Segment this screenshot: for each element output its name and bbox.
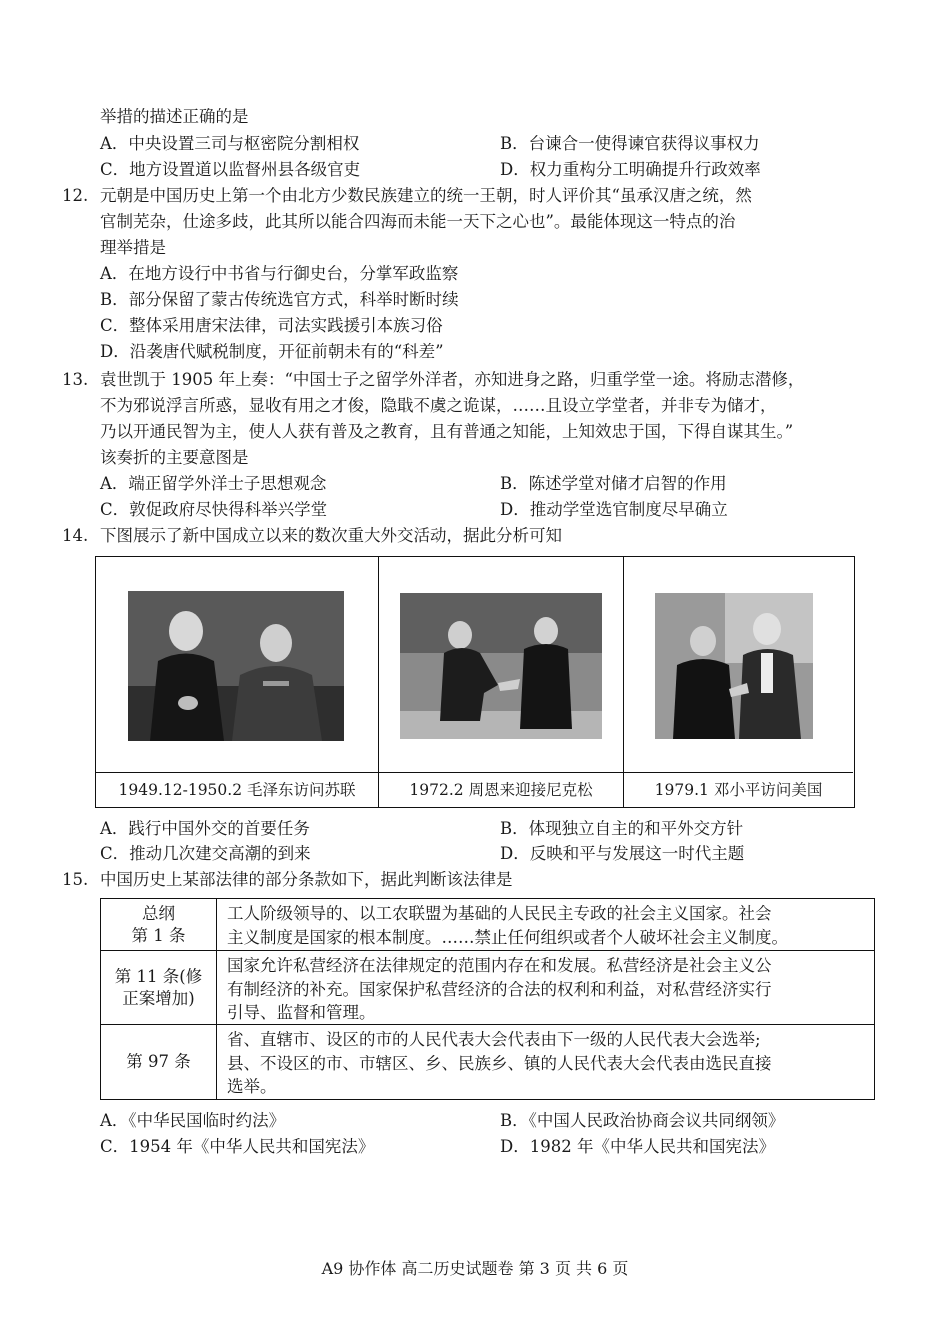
caption-deng-visit-usa: 1979.1 邓小平访问美国 [624,772,853,807]
q15-option-a[interactable]: A．《中华民国临时约法》 [100,1111,286,1130]
q11-option-a[interactable]: A．中央设置三司与枢密院分割相权 [100,134,360,153]
law-row-header [101,951,217,1024]
q12-option-d[interactable]: D．沿袭唐代赋税制度，开征前朝未有的“科差” [100,342,444,361]
law-row-header-line: 第 1 条 [131,925,186,945]
law-row-body [227,954,866,1025]
law-row-header-line: 总纲 [142,903,175,923]
law-body-line: 引导、监督和管理。 [227,1003,376,1022]
q13-option-a[interactable]: A．端正留学外洋士子思想观念 [100,474,327,493]
q14-number: 14. [62,526,89,545]
law-row-general-article1 [101,899,874,951]
q11-option-b[interactable]: B．台谏合一使得谏官获得议事权力 [500,134,760,153]
q15-number: 15. [62,870,89,889]
q12-stem-line: 元朝是中国历史上第一个由北方少数民族建立的统一王朝，时人评价其“虽承汉唐之统，然 [100,186,752,205]
diplomacy-photo-table [95,556,855,808]
q12-option-c[interactable]: C．整体采用唐宋法律，司法实践援引本族习俗 [100,316,443,335]
law-row-header-line: 第 11 条(修 [114,966,203,986]
q13-stem-line: 该奏折的主要意图是 [100,448,249,467]
q13-option-d[interactable]: D．推动学堂选官制度尽早确立 [500,500,728,519]
q14-option-d[interactable]: D．反映和平与发展这一时代主题 [500,844,745,863]
q12-option-a[interactable]: A．在地方设行中书省与行御史台，分掌军政监察 [100,264,459,283]
law-row-header-line: 第 97 条 [126,1052,191,1071]
q15-option-b[interactable]: B．《中国人民政治协商会议共同纲领》 [500,1111,785,1130]
q12-option-b[interactable]: B．部分保留了蒙古传统选官方式，科举时断时续 [100,290,459,309]
law-row-article97 [101,1025,874,1099]
photo-deng-carter [655,593,813,739]
law-body-line: 选举。 [227,1077,277,1096]
q11-option-c[interactable]: C．地方设置道以监督州县各级官吏 [100,160,361,179]
q15-option-d[interactable]: D．1982 年《中华人民共和国宪法》 [500,1137,775,1156]
caption-zhou-meets-nixon: 1972.2 周恩来迎接尼克松 [379,772,623,807]
law-row-article11 [101,951,874,1025]
law-row-header [101,899,217,950]
law-row-body [227,1028,866,1099]
caption-mao-visit-ussr: 1949.12-1950.2 毛泽东访问苏联 [96,772,378,807]
law-body-line: 省、直辖市、设区的市的人民代表大会代表由下一级的人民代表大会选举; [227,1030,761,1049]
q15-stem: 中国历史上某部法律的部分条款如下，据此判断该法律是 [100,870,513,889]
q15-option-c[interactable]: C．1954 年《中华人民共和国宪法》 [100,1137,375,1156]
law-body-line: 工人阶级领导的、以工农联盟为基础的人民民主专政的社会主义国家。社会 [227,904,772,923]
law-row-header-line: 正案增加) [122,988,195,1008]
law-body-line: 国家允许私营经济在法律规定的范围内存在和发展。私营经济是社会主义公 [227,956,772,975]
q11-stem-end: 举措的描述正确的是 [100,107,249,126]
photo-cell-zhou-nixon [379,557,624,807]
photo-cell-mao-stalin [96,557,379,807]
q12-stem-line: 官制芜杂，仕途多歧，此其所以能合四海而未能一天下之心也”。最能体现这一特点的治 [100,212,736,231]
q13-option-b[interactable]: B．陈述学堂对储才启智的作用 [500,474,727,493]
q13-stem-line: 不为邪说浮言所惑，显收有用之才俊，隐戢不虞之诡谋，……且设立学堂者，并非专为储才， [100,396,777,415]
q13-stem-line: 袁世凯于 1905 年上奏：“中国士子之留学外洋者，亦知进身之路，归重学堂一途。将励志潜修， [100,370,805,389]
law-clause-table [100,898,875,1100]
q13-number: 13. [62,370,89,389]
q11-option-d[interactable]: D．权力重构分工明确提升行政效率 [500,160,761,179]
q12-stem-line: 理举措是 [100,238,166,257]
law-body-line: 有制经济的补充。国家保护私营经济的合法的权利和利益，对私营经济实行 [227,979,772,999]
photo-cell-deng-carter [624,557,853,807]
q13-stem-line: 乃以开通民智为主，使人人获有普及之教育，且有普通之知能，上知效忠于国，下得自谋其生。” [100,422,794,441]
q13-option-c[interactable]: C．敦促政府尽快得科举兴学堂 [100,500,328,519]
law-row-body [227,902,866,949]
photo-zhou-nixon [400,593,602,739]
q14-option-a[interactable]: A．践行中国外交的首要任务 [100,819,310,838]
q12-number: 12. [62,186,89,205]
q14-option-c[interactable]: C．推动几次建交高潮的到来 [100,844,311,863]
law-body-line: 主义制度是国家的根本制度。……禁止任何组织或者个人破坏社会主义制度。 [227,927,788,947]
page-footer: A9 协作体 高二历史试题卷 第 3 页 共 6 页 [321,1259,629,1278]
law-body-line: 县、不设区的市、市辖区、乡、民族乡、镇的人民代表大会代表由选民直接 [227,1053,772,1073]
q14-option-b[interactable]: B．体现独立自主的和平外交方针 [500,819,744,838]
law-row-header [101,1025,217,1099]
q14-stem: 下图展示了新中国成立以来的数次重大外交活动，据此分析可知 [100,526,562,545]
photo-mao-stalin [128,591,344,741]
